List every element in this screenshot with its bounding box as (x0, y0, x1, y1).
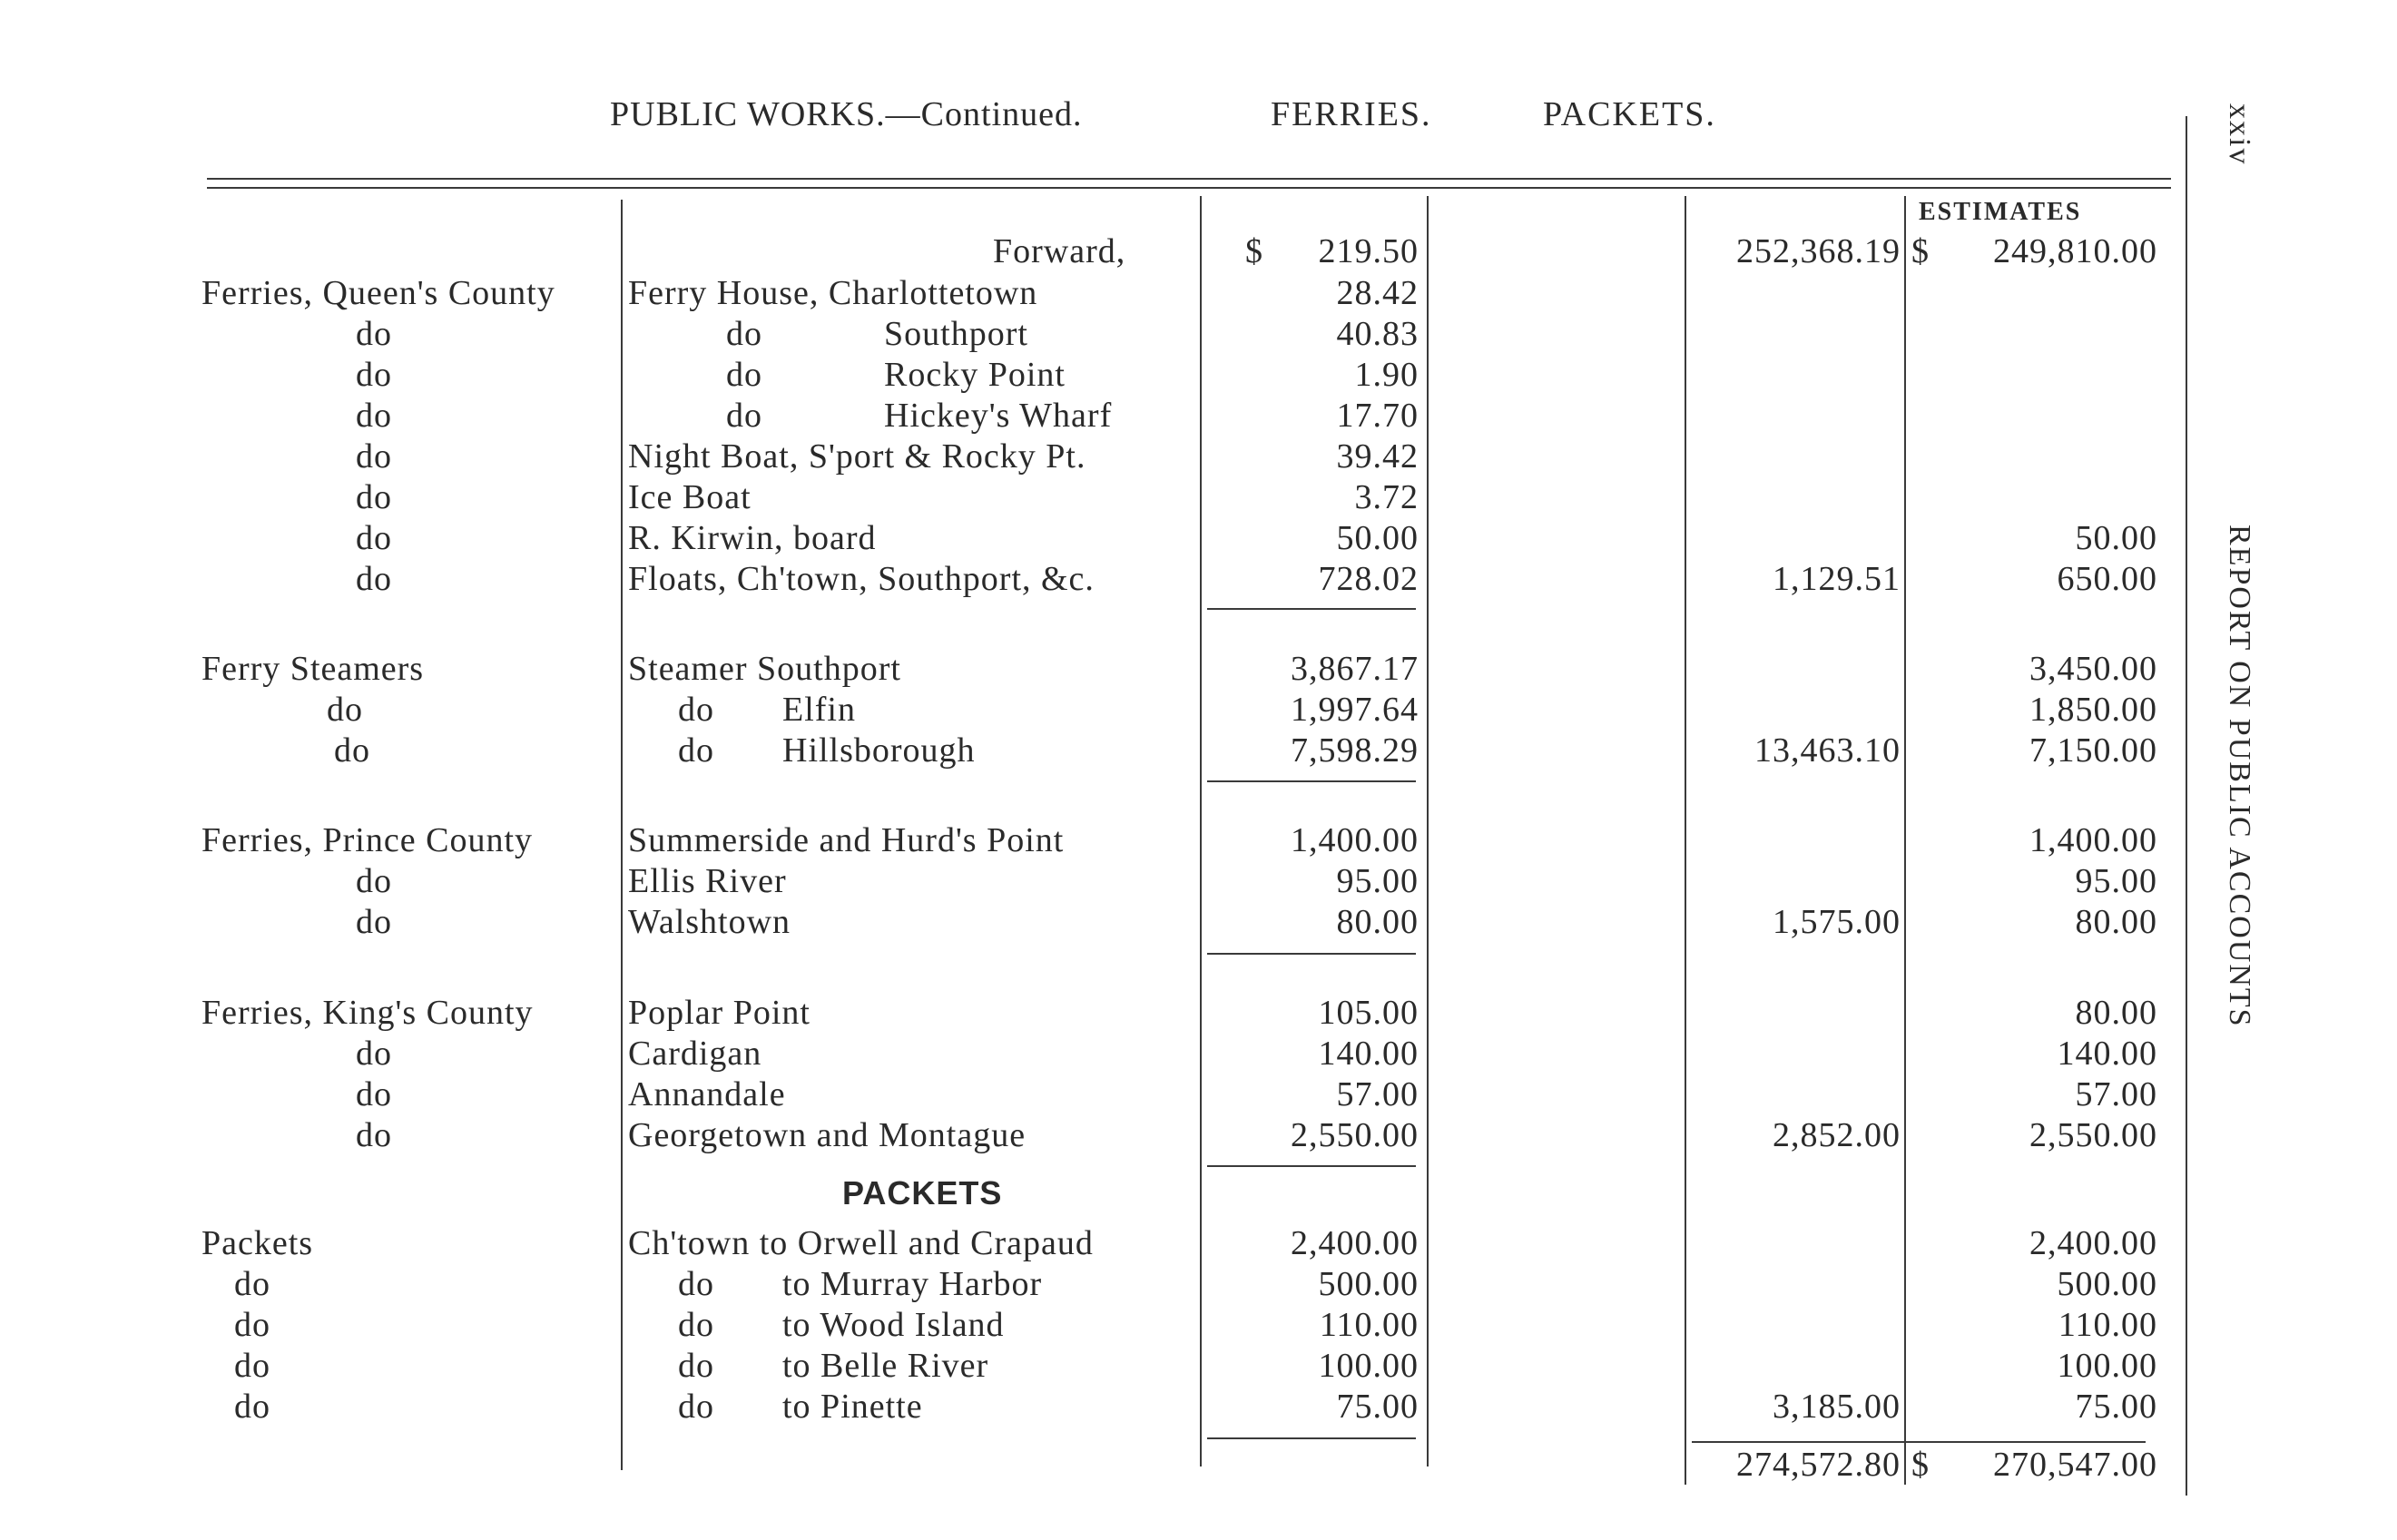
account-label: do (356, 1075, 392, 1113)
item-label: Ellis River (628, 862, 787, 900)
account-label: do (234, 1388, 270, 1426)
item-label: Ice Boat (628, 478, 752, 516)
item-label: to Belle River (782, 1347, 989, 1385)
section-rule (1207, 1437, 1416, 1439)
item-label: Elfin (782, 691, 856, 729)
subtotal: 1,575.00 (1773, 903, 1901, 941)
table-row (0, 1387, 2397, 1427)
item-label: Night Boat, S'port & Rocky Pt. (628, 437, 1086, 476)
table-row (0, 273, 2397, 313)
amount: 1.90 (1354, 356, 1419, 394)
packets-section-title: PACKETS (842, 1174, 1003, 1211)
amount: 95.00 (1336, 862, 1419, 900)
amount: 39.42 (1336, 437, 1419, 476)
account-label: do (327, 691, 363, 729)
account-label: do (356, 397, 392, 435)
table-row (0, 902, 2397, 942)
forward-label: Forward, (993, 232, 1126, 270)
table-row (0, 436, 2397, 476)
table-row (0, 1264, 2397, 1304)
item-label: Summerside and Hurd's Point (628, 821, 1065, 859)
account-label: do (356, 560, 392, 598)
amount: 80.00 (1336, 903, 1419, 941)
account-label: Ferries, Prince County (201, 821, 534, 859)
account-label: do (356, 1116, 392, 1154)
estimate: 80.00 (2075, 994, 2157, 1032)
item-label: Georgetown and Montague (628, 1116, 1027, 1154)
estimate: 75.00 (2075, 1388, 2157, 1426)
item-ditto: do (726, 356, 762, 394)
amount: 3,867.17 (1291, 650, 1419, 688)
table-row (0, 1115, 2397, 1155)
estimate: 2,550.00 (2029, 1116, 2157, 1154)
item-label: Hickey's Wharf (884, 397, 1113, 435)
account-label: do (334, 731, 370, 770)
item-ditto: do (726, 397, 762, 435)
amount: 2,400.00 (1291, 1224, 1419, 1262)
item-label: to Murray Harbor (782, 1265, 1043, 1303)
total-estimate-dollar: $ (1911, 1446, 1930, 1484)
estimate: 2,400.00 (2029, 1224, 2157, 1262)
forward-estimate: 249,810.00 (1993, 232, 2157, 270)
item-label: Cardigan (628, 1035, 762, 1073)
subtotal: 13,463.10 (1754, 731, 1901, 770)
section-rule (1207, 953, 1416, 955)
account-label: do (234, 1347, 270, 1385)
item-label: Annandale (628, 1075, 786, 1113)
amount: 100.00 (1318, 1347, 1419, 1385)
item-label: to Wood Island (782, 1306, 1005, 1344)
header-rule-bottom (207, 187, 2171, 189)
forward-dollar: $ (1245, 232, 1263, 270)
estimate: 1,850.00 (2029, 691, 2157, 729)
table-row (0, 1223, 2397, 1263)
section-rule (1207, 780, 1416, 782)
estimate: 140.00 (2057, 1035, 2157, 1073)
table-row (0, 559, 2397, 599)
account-label: Ferry Steamers (201, 650, 425, 688)
account-label: do (356, 862, 392, 900)
estimate: 500.00 (2057, 1265, 2157, 1303)
account-label: do (356, 356, 392, 394)
amount: 105.00 (1318, 994, 1419, 1032)
item-label: Walshtown (628, 903, 791, 941)
account-label: do (356, 315, 392, 353)
table-row (0, 1346, 2397, 1386)
forward-subtotal: 252,368.19 (1736, 232, 1901, 270)
account-label: do (234, 1265, 270, 1303)
table-row (0, 1034, 2397, 1074)
table-row (0, 355, 2397, 395)
estimate: 50.00 (2075, 519, 2157, 557)
total-subtotal: 274,572.80 (1736, 1446, 1901, 1484)
item-ditto: do (678, 1265, 714, 1303)
report-title: REPORT ON PUBLIC ACCOUNTS (2223, 525, 2256, 1028)
item-label: Floats, Ch'town, Southport, &c. (628, 560, 1095, 598)
amount: 1,400.00 (1291, 821, 1419, 859)
amount: 50.00 (1336, 519, 1419, 557)
estimate: 650.00 (2057, 560, 2157, 598)
table-row (0, 820, 2397, 860)
account-label: do (356, 478, 392, 516)
table-row (0, 518, 2397, 558)
estimate: 3,450.00 (2029, 650, 2157, 688)
amount: 110.00 (1319, 1306, 1419, 1344)
totals-row (0, 1445, 2397, 1485)
item-label: Poplar Point (628, 994, 810, 1032)
amount: 140.00 (1318, 1035, 1419, 1073)
page-header-title: PUBLIC WORKS.—Continued. (610, 95, 1083, 133)
amount: 17.70 (1336, 397, 1419, 435)
estimate: 95.00 (2075, 862, 2157, 900)
page-number: xxiv (2223, 103, 2256, 166)
item-label: Ch'town to Orwell and Crapaud (628, 1224, 1094, 1262)
amount: 57.00 (1336, 1075, 1419, 1113)
estimate: 57.00 (2075, 1075, 2157, 1113)
item-label: Hillsborough (782, 731, 976, 770)
estimate: 100.00 (2057, 1347, 2157, 1385)
estimate: 7,150.00 (2029, 731, 2157, 770)
item-ditto: do (678, 691, 714, 729)
amount: 40.83 (1336, 315, 1419, 353)
page-header-packets: PACKETS. (1543, 95, 1716, 133)
item-label: Rocky Point (884, 356, 1066, 394)
amount: 500.00 (1318, 1265, 1419, 1303)
amount: 3.72 (1354, 478, 1419, 516)
amount: 728.02 (1318, 560, 1419, 598)
estimates-label: ESTIMATES (1919, 198, 2082, 226)
forward-estimate-dollar: $ (1911, 232, 1930, 270)
header-rule-top (207, 178, 2171, 180)
table-row (0, 1305, 2397, 1345)
subtotal: 1,129.51 (1773, 560, 1901, 598)
table-row (0, 477, 2397, 517)
item-ditto: do (726, 315, 762, 353)
account-label: do (356, 1035, 392, 1073)
table-row (0, 1074, 2397, 1114)
item-ditto: do (678, 1388, 714, 1426)
item-label: Ferry House, Charlottetown (628, 274, 1038, 312)
table-row (0, 314, 2397, 354)
item-label: R. Kirwin, board (628, 519, 877, 557)
total-rule (1692, 1441, 2146, 1443)
item-ditto: do (678, 1306, 714, 1344)
table-row (0, 993, 2397, 1033)
forward-row (0, 231, 2397, 271)
section-rule (1207, 1165, 1416, 1167)
amount: 75.00 (1336, 1388, 1419, 1426)
account-label: do (356, 903, 392, 941)
table-row (0, 396, 2397, 436)
item-ditto: do (678, 1347, 714, 1385)
account-label: do (356, 437, 392, 476)
account-label: Ferries, King's County (201, 994, 534, 1032)
amount: 28.42 (1336, 274, 1419, 312)
subtotal: 2,852.00 (1773, 1116, 1901, 1154)
subtotal: 3,185.00 (1773, 1388, 1901, 1426)
account-label: Packets (201, 1224, 314, 1262)
estimate: 110.00 (2058, 1306, 2157, 1344)
account-label: do (356, 519, 392, 557)
total-estimate: 270,547.00 (1993, 1446, 2157, 1484)
section-rule (1207, 608, 1416, 610)
item-label: to Pinette (782, 1388, 923, 1426)
item-label: Southport (884, 315, 1028, 353)
table-row (0, 690, 2397, 730)
item-label: Steamer Southport (628, 650, 901, 688)
item-ditto: do (678, 731, 714, 770)
account-label: do (234, 1306, 270, 1344)
table-row (0, 861, 2397, 901)
page-header-ferries: FERRIES. (1271, 95, 1432, 133)
estimate: 1,400.00 (2029, 821, 2157, 859)
account-label: Ferries, Queen's County (201, 274, 555, 312)
table-row (0, 731, 2397, 770)
amount: 7,598.29 (1291, 731, 1419, 770)
amount: 1,997.64 (1291, 691, 1419, 729)
estimate: 80.00 (2075, 903, 2157, 941)
table-row (0, 649, 2397, 689)
forward-amount: 219.50 (1318, 232, 1419, 270)
amount: 2,550.00 (1291, 1116, 1419, 1154)
